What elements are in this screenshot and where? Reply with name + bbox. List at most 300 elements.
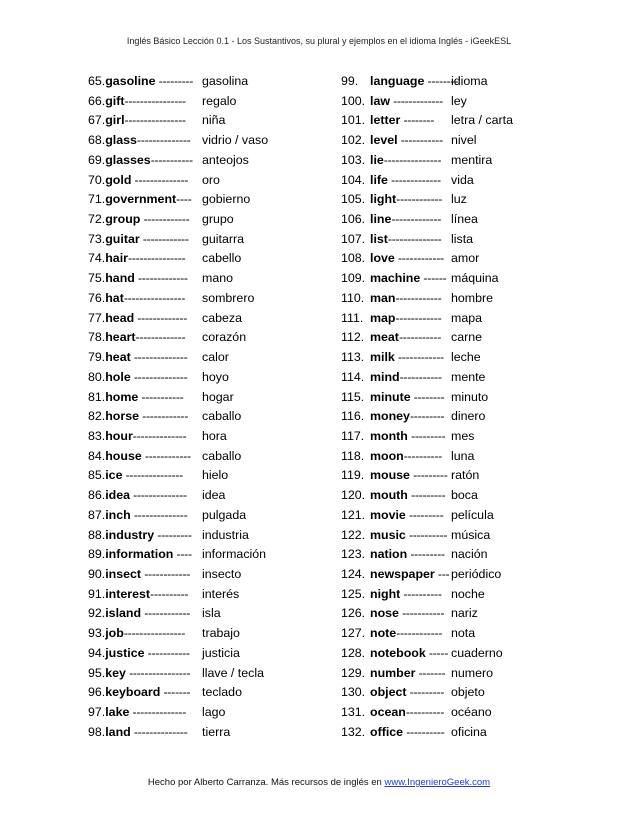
vocab-word: mind — [370, 369, 400, 384]
vocab-entry — [88, 210, 199, 230]
vocab-row — [341, 585, 611, 605]
vocab-dash-leader: --------- — [407, 547, 445, 562]
vocab-dash-leader: ------ — [420, 271, 447, 286]
vocab-number: 69. — [88, 152, 106, 167]
vocab-row — [88, 703, 358, 723]
vocab-row — [88, 72, 358, 92]
vocab-word: level — [370, 133, 398, 148]
vocab-word: lake — [105, 705, 130, 719]
vocab-number: 132. — [341, 724, 366, 739]
vocab-translation: oro — [202, 172, 220, 187]
vocab-dash-leader: -------- — [410, 389, 445, 404]
vocab-word: mouth — [370, 488, 408, 503]
vocab-row — [88, 526, 358, 546]
vocab-row — [88, 92, 358, 112]
vocab-row — [341, 703, 611, 723]
vocab-translation: dinero — [451, 409, 486, 424]
vocab-number: 68. — [88, 133, 106, 148]
vocab-entry — [341, 368, 448, 388]
vocab-number: 73. — [88, 231, 106, 246]
vocab-entry — [88, 486, 199, 506]
vocab-dash-leader: ------------ — [139, 231, 189, 246]
vocab-row — [341, 723, 611, 743]
vocab-entry — [88, 723, 199, 743]
vocab-translation: trabajo — [202, 626, 240, 641]
vocab-entry — [341, 230, 448, 250]
vocab-word: insect — [105, 566, 142, 581]
vocab-dash-leader: -------------- — [130, 507, 188, 522]
page-header — [0, 36, 638, 46]
vocab-number: 129. — [341, 665, 366, 680]
vocab-word: hole — [105, 369, 131, 384]
vocab-word: key — [105, 665, 126, 680]
vocab-translation: océano — [451, 705, 492, 719]
vocab-translation: gobierno — [202, 192, 251, 207]
vocab-dash-leader: ----------- — [144, 645, 190, 660]
vocab-translation: luna — [451, 448, 475, 463]
vocab-dash-leader: ---------- — [403, 724, 445, 739]
vocab-translation: tierra — [202, 724, 231, 739]
vocab-number: 97. — [88, 705, 106, 719]
vocab-word: hour — [105, 428, 133, 443]
vocab-row — [341, 72, 611, 92]
vocab-word: notebook — [370, 645, 426, 660]
vocab-dash-leader: ---------- — [150, 586, 189, 601]
vocab-number: 94. — [88, 645, 106, 660]
vocab-row — [88, 171, 358, 191]
vocab-entry — [88, 565, 199, 585]
vocab-number: 105. — [341, 192, 366, 207]
vocab-number: 95. — [88, 665, 106, 680]
vocab-row — [341, 249, 611, 269]
vocab-number: 127. — [341, 626, 366, 641]
vocab-number: 116. — [341, 409, 365, 424]
vocab-translation: lago — [202, 705, 226, 719]
vocab-entry — [341, 565, 448, 585]
vocab-entry — [341, 269, 448, 289]
vocab-number: 91. — [88, 586, 106, 601]
vocab-row — [88, 388, 358, 408]
vocab-dash-leader: --------------- — [122, 468, 184, 483]
vocab-word: glass — [105, 133, 137, 148]
vocab-dash-leader: --- — [434, 566, 450, 581]
vocab-translation: mapa — [451, 310, 482, 325]
vocab-translation: numero — [451, 665, 494, 680]
vocab-row — [88, 447, 358, 467]
vocab-row — [88, 328, 358, 348]
vocab-entry — [88, 131, 199, 151]
vocab-dash-leader: ------------- — [387, 172, 441, 187]
vocab-translation: línea — [451, 212, 478, 227]
vocab-entry — [341, 289, 448, 309]
vocab-dash-leader: ------------- — [134, 310, 188, 325]
vocab-dash-leader: ----- — [425, 645, 449, 660]
vocab-word: line — [370, 212, 392, 227]
vocab-number: 108. — [341, 251, 366, 266]
vocab-translation: ratón — [451, 468, 480, 483]
vocab-number: 89. — [88, 547, 106, 562]
vocab-translation: hombre — [451, 290, 494, 305]
vocab-word: house — [105, 448, 142, 463]
vocab-entry — [341, 72, 459, 92]
vocab-word: head — [105, 310, 135, 325]
vocab-entry — [88, 506, 199, 526]
vocab-translation: hogar — [202, 389, 234, 404]
vocab-translation: llave / tecla — [202, 665, 264, 680]
vocab-word: island — [105, 606, 142, 621]
vocab-row — [88, 545, 358, 565]
vocab-dash-leader: --------- — [407, 428, 446, 443]
vocab-entry — [88, 664, 199, 684]
vocab-number: 126. — [341, 606, 366, 621]
vocab-number: 67. — [88, 113, 106, 128]
vocab-entry — [88, 545, 199, 565]
vocab-row — [88, 427, 358, 447]
vocab-row — [341, 486, 611, 506]
vocab-entry — [88, 190, 199, 210]
vocab-number: 72. — [88, 212, 106, 227]
vocab-word: man — [370, 290, 396, 305]
vocab-dash-leader: ----------- — [398, 606, 445, 621]
vocab-number: 100. — [341, 93, 366, 108]
vocab-translation: máquina — [451, 271, 499, 286]
vocab-translation: pulgada — [202, 507, 247, 522]
vocab-dash-leader: -------------- — [136, 133, 191, 148]
vocab-row — [88, 289, 358, 309]
vocab-entry — [341, 92, 448, 112]
vocab-row — [341, 269, 611, 289]
vocab-word: minute — [370, 389, 411, 404]
vocab-word: office — [370, 724, 404, 739]
vocab-dash-leader: ------------ — [395, 310, 442, 325]
vocab-row — [341, 309, 611, 329]
vocab-word: glasses — [105, 152, 151, 167]
vocab-word: newspaper — [370, 566, 435, 581]
vocab-dash-leader: ------------ — [141, 566, 191, 581]
vocab-row — [88, 624, 358, 644]
vocab-number: 65. — [88, 74, 106, 88]
vocab-entry — [88, 171, 199, 191]
vocab-number: 128. — [341, 645, 366, 660]
vocab-word: horse — [105, 409, 139, 424]
vocab-dash-leader: -------------- — [387, 231, 442, 246]
vocab-translation: idioma — [451, 74, 488, 88]
vocab-number: 75. — [88, 271, 106, 286]
vocab-translation: periódico — [451, 566, 502, 581]
vocab-number: 106. — [341, 212, 366, 227]
vocab-entry — [88, 644, 199, 664]
vocab-dash-leader: ------------- — [391, 212, 442, 227]
vocab-word: object — [370, 685, 407, 700]
vocab-dash-leader: --------- — [405, 507, 444, 522]
vocab-entry — [88, 466, 199, 486]
vocab-row — [341, 368, 611, 388]
vocab-dash-leader: -------------- — [131, 172, 189, 187]
vocab-translation: letra / carta — [451, 113, 513, 128]
vocab-word: machine — [370, 271, 421, 286]
vocab-number: 78. — [88, 330, 106, 345]
vocab-translation: industria — [202, 527, 249, 542]
vocab-entry — [341, 190, 448, 210]
vocab-dash-leader: ---------- — [405, 705, 445, 719]
vocab-dash-leader: -------------- — [132, 428, 187, 443]
vocab-word: guitar — [105, 231, 140, 246]
vocab-dash-leader: --------- — [407, 488, 446, 503]
vocab-dash-leader: ------------ — [396, 192, 443, 207]
vocab-dash-leader: ------------ — [395, 290, 442, 305]
vocab-translation: vidrio / vaso — [202, 133, 269, 148]
vocab-column-left — [88, 72, 358, 742]
vocab-entry — [341, 506, 448, 526]
vocab-entry — [341, 664, 448, 684]
vocab-dash-leader: --------------- — [383, 152, 442, 167]
vocab-row — [88, 723, 358, 743]
vocab-row — [341, 604, 611, 624]
vocab-row — [341, 171, 611, 191]
vocab-entry — [88, 72, 199, 92]
vocab-translation: gasolina — [202, 74, 249, 88]
vocab-entry — [88, 703, 199, 723]
vocab-number: 66. — [88, 93, 106, 108]
vocab-dash-leader: ---------------- — [124, 113, 186, 128]
vocab-row — [88, 585, 358, 605]
vocab-row — [341, 230, 611, 250]
vocab-number: 107. — [341, 231, 366, 246]
vocab-dash-leader: ------------ — [394, 251, 444, 266]
vocab-translation: hoyo — [202, 369, 229, 384]
vocab-row — [88, 407, 358, 427]
vocab-row — [88, 664, 358, 684]
vocab-entry — [341, 131, 448, 151]
vocab-translation: minuto — [451, 389, 489, 404]
vocab-translation: isla — [202, 606, 221, 621]
vocab-dash-leader: ---------------- — [123, 290, 186, 305]
vocab-row — [341, 131, 611, 151]
vocab-translation: calor — [202, 350, 229, 365]
vocab-entry — [341, 447, 448, 467]
vocab-word: gift — [105, 93, 125, 108]
vocab-dash-leader: ------------- — [134, 271, 188, 286]
vocab-row — [88, 486, 358, 506]
vocab-dash-leader: ------------ — [140, 212, 190, 227]
vocab-word: girl — [105, 113, 125, 128]
vocab-entry — [88, 289, 199, 309]
vocab-translation: mes — [451, 428, 475, 443]
vocab-word: job — [105, 626, 124, 641]
vocab-row — [88, 131, 358, 151]
vocab-dash-leader: ------- — [160, 685, 191, 700]
vocab-dash-leader: --------- — [154, 527, 192, 542]
vocab-translation: sombrero — [202, 290, 255, 305]
vocab-row — [88, 466, 358, 486]
vocab-word: idea — [105, 488, 131, 503]
vocab-dash-leader: --------- — [406, 685, 445, 700]
vocab-word: mouse — [370, 468, 410, 483]
vocab-translation: noche — [451, 586, 485, 601]
vocab-entry — [341, 111, 448, 131]
vocab-translation: insecto — [202, 566, 242, 581]
vocab-number: 79. — [88, 350, 106, 365]
vocab-number: 70. — [88, 172, 106, 187]
vocab-number: 120. — [341, 488, 366, 503]
vocab-entry — [341, 604, 448, 624]
vocab-translation: oficina — [451, 724, 487, 739]
vocab-dash-leader: -------------- — [130, 369, 188, 384]
vocab-word: nation — [370, 547, 408, 562]
vocab-entry — [88, 111, 199, 131]
vocab-word: list — [370, 231, 388, 246]
vocab-entry — [341, 249, 448, 269]
vocab-number: 109. — [341, 271, 366, 286]
vocab-entry — [341, 388, 448, 408]
vocab-translation: hielo — [202, 468, 229, 483]
vocab-dash-leader: ---- — [176, 192, 192, 207]
vocab-row — [88, 348, 358, 368]
vocab-translation: anteojos — [202, 152, 249, 167]
vocab-translation: caballo — [202, 448, 242, 463]
vocab-dash-leader: ------------- — [135, 330, 186, 345]
vocab-entry — [341, 348, 448, 368]
vocab-word: life — [370, 172, 388, 187]
vocab-word: night — [370, 586, 401, 601]
vocab-entry — [88, 427, 199, 447]
vocab-translation: leche — [451, 350, 481, 365]
vocab-row — [88, 309, 358, 329]
vocab-translation: música — [451, 527, 491, 542]
vocab-number: 131. — [341, 705, 366, 719]
vocab-entry — [341, 407, 448, 427]
vocab-row — [341, 210, 611, 230]
vocab-dash-leader: ----------- — [150, 152, 193, 167]
vocab-number: 124. — [341, 566, 366, 581]
vocab-translation: hora — [202, 428, 227, 443]
vocab-word: music — [370, 527, 406, 542]
vocab-entry — [88, 92, 199, 112]
vocab-word: industry — [105, 527, 155, 542]
vocab-translation: luz — [451, 192, 467, 207]
vocab-word: information — [105, 547, 174, 562]
vocab-row — [341, 624, 611, 644]
vocab-entry — [341, 151, 448, 171]
vocab-word: heat — [105, 350, 131, 365]
vocab-row — [341, 545, 611, 565]
vocab-number: 92. — [88, 606, 106, 621]
vocab-entry — [341, 644, 448, 664]
vocab-entry — [88, 309, 199, 329]
vocab-row — [88, 368, 358, 388]
vocab-word: land — [105, 724, 131, 739]
vocab-translation: cuaderno — [451, 645, 503, 660]
vocab-entry — [88, 407, 199, 427]
vocab-dash-leader: -------- — [400, 113, 435, 128]
vocab-row — [341, 565, 611, 585]
vocab-number: 99. — [341, 74, 359, 88]
vocab-number: 104. — [341, 172, 366, 187]
vocab-number: 113. — [341, 350, 365, 365]
vocab-entry — [341, 723, 448, 743]
vocab-number: 125. — [341, 586, 366, 601]
vocab-row — [88, 210, 358, 230]
vocab-entry — [341, 171, 448, 191]
vocab-entry — [88, 249, 199, 269]
vocab-row — [341, 151, 611, 171]
vocab-number: 130. — [341, 685, 366, 700]
vocab-dash-leader: ---------- — [403, 448, 442, 463]
vocab-translation: información — [202, 547, 267, 562]
vocab-number: 117. — [341, 428, 365, 443]
vocab-number: 114. — [341, 369, 365, 384]
vocab-entry — [88, 269, 199, 289]
vocab-row — [341, 388, 611, 408]
vocab-word: note — [370, 626, 397, 641]
vocab-row — [341, 328, 611, 348]
vocab-dash-leader: -------- — [424, 74, 459, 88]
vocab-word: heart — [105, 330, 136, 345]
vocab-entry — [341, 210, 448, 230]
vocab-word: milk — [370, 350, 395, 365]
vocab-entry — [88, 348, 199, 368]
vocab-word: interest — [105, 586, 150, 601]
vocab-word: letter — [370, 113, 401, 128]
vocab-number: 119. — [341, 468, 365, 483]
vocab-row — [88, 269, 358, 289]
vocab-dash-leader: ---------- — [400, 586, 442, 601]
vocab-word: hair — [105, 251, 128, 266]
vocab-entry — [88, 151, 199, 171]
vocab-translation: mentira — [451, 152, 493, 167]
vocab-word: lie — [370, 152, 384, 167]
vocab-row — [341, 190, 611, 210]
vocab-word: justice — [105, 645, 145, 660]
vocab-translation: nación — [451, 547, 488, 562]
vocab-word: law — [370, 93, 390, 108]
vocab-dash-leader: --------- — [409, 468, 448, 483]
vocab-row — [341, 111, 611, 131]
vocab-translation: idea — [202, 488, 226, 503]
vocab-number: 115. — [341, 389, 365, 404]
vocab-word: hat — [105, 290, 124, 305]
vocab-word: movie — [370, 507, 406, 522]
vocab-number: 74. — [88, 251, 106, 266]
vocab-word: light — [370, 192, 397, 207]
vocab-row — [88, 111, 358, 131]
vocab-word: number — [370, 665, 416, 680]
vocab-number: 93. — [88, 626, 106, 641]
vocab-entry — [88, 526, 199, 546]
vocab-dash-leader: ------------- — [389, 93, 443, 108]
vocab-dash-leader: ------------ — [138, 409, 189, 424]
vocab-translation: teclado — [202, 685, 242, 700]
vocab-word: language — [370, 74, 425, 88]
vocab-entry — [88, 328, 199, 348]
vocab-dash-leader: ----------- — [138, 389, 184, 404]
vocab-dash-leader: ------------ — [141, 606, 191, 621]
vocab-word: government — [105, 192, 177, 207]
vocab-number: 87. — [88, 507, 106, 522]
vocab-entry — [88, 683, 199, 703]
vocab-word: home — [105, 389, 139, 404]
vocab-entry — [341, 683, 448, 703]
vocab-dash-leader: ---- — [173, 547, 192, 562]
vocab-translation: boca — [451, 488, 478, 503]
footer-website-link[interactable]: www.IngenieroGeek.com — [384, 777, 491, 788]
vocab-entry — [341, 466, 448, 486]
vocab-entry — [88, 624, 199, 644]
vocab-translation: cabello — [202, 251, 242, 266]
vocab-number: 121. — [341, 507, 366, 522]
vocab-word: money — [370, 409, 410, 424]
vocab-number: 88. — [88, 527, 106, 542]
